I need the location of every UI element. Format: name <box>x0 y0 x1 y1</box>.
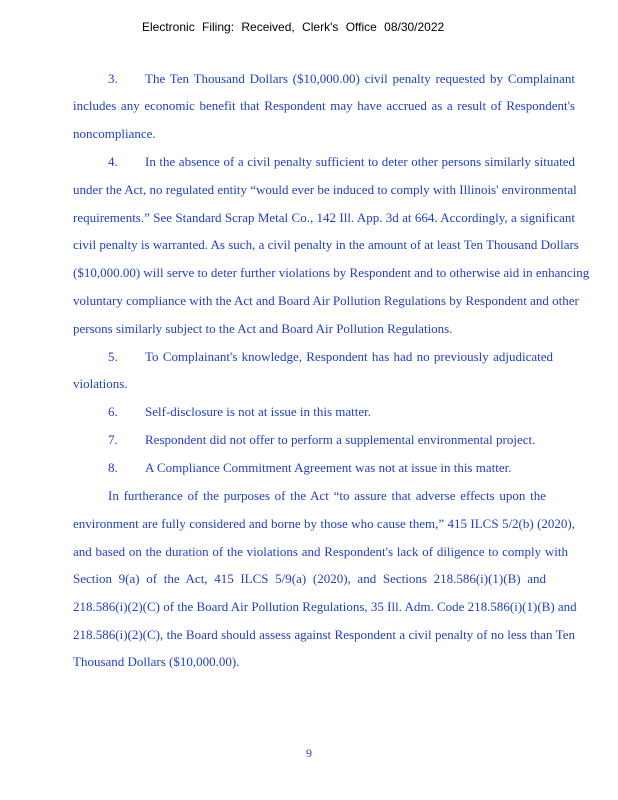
paragraph-number: 4. <box>108 154 118 169</box>
page-number: 9 <box>306 746 312 760</box>
conclusion-line: In furtherance of the purposes of the Act “to assure that adverse effects upon the <box>108 488 546 503</box>
paragraph-5-line: 5. To Complainant's knowledge, Respondent has had no previously adjudicated <box>108 349 553 364</box>
paragraph-number: 6. <box>108 404 118 419</box>
conclusion-line: Section 9(a) of the Act, 415 ILCS 5/9(a) (2020), and Sections 218.586(i)(1)(B) and <box>73 571 546 586</box>
paragraph-number: 3. <box>108 71 118 86</box>
paragraph-3-line: 3. The Ten Thousand Dollars ($10,000.00) civil penalty requested by Complainant <box>108 71 575 86</box>
paragraph-4-line: 4. In the absence of a civil penalty sufficient to deter other persons similarly situated <box>108 154 575 169</box>
conclusion-line: environment are fully considered and borne by those who cause them,” 415 ILCS 5/2(b) (2020), <box>73 516 575 531</box>
conclusion-line: and based on the duration of the violations and Respondent's lack of diligence to comply with <box>73 544 568 559</box>
paragraph-4-line: civil penalty is warranted. As such, a civil penalty in the amount of at least Ten Thousand Dollars <box>73 237 579 252</box>
conclusion-line: 218.586(i)(2)(C) of the Board Air Pollution Regulations, 35 Ill. Adm. Code 218.586(i)(1)(B) and <box>73 599 577 614</box>
paragraph-3-line: noncompliance. <box>73 126 156 141</box>
paragraph-4-line: ($10,000.00) will serve to deter further violations by Respondent and to otherwise aid in enhancing <box>73 265 590 280</box>
paragraph-number: 7. <box>108 432 118 447</box>
paragraph-8-line: 8. A Compliance Commitment Agreement was not at issue in this matter. <box>108 460 512 475</box>
filing-header: Electronic Filing: Received, Clerk's Office 08/30/2022 <box>142 20 445 34</box>
paragraph-4-line: under the Act, no regulated entity “would ever be induced to comply with Illinois' environmental <box>73 182 577 197</box>
conclusion-line: Thousand Dollars ($10,000.00). <box>73 654 240 669</box>
paragraph-5-line: violations. <box>73 376 128 391</box>
conclusion-line: 218.586(i)(2)(C), the Board should assess against Respondent a civil penalty of no less than Ten <box>73 627 575 642</box>
paragraph-number: 5. <box>108 349 118 364</box>
paragraph-number: 8. <box>108 460 118 475</box>
paragraph-7-line: 7. Respondent did not offer to perform a supplemental environmental project. <box>108 432 536 447</box>
paragraph-4-line: requirements.” See Standard Scrap Metal Co., 142 Ill. App. 3d at 664. Accordingly, a significant <box>73 210 575 225</box>
paragraph-6-line: 6. Self-disclosure is not at issue in this matter. <box>108 404 372 419</box>
paragraph-4-line: voluntary compliance with the Act and Board Air Pollution Regulations by Respondent and other <box>73 293 579 308</box>
paragraph-4-line: persons similarly subject to the Act and Board Air Pollution Regulations. <box>73 321 453 336</box>
paragraph-3-line: includes any economic benefit that Respondent may have accrued as a result of Respondent's <box>73 98 575 113</box>
